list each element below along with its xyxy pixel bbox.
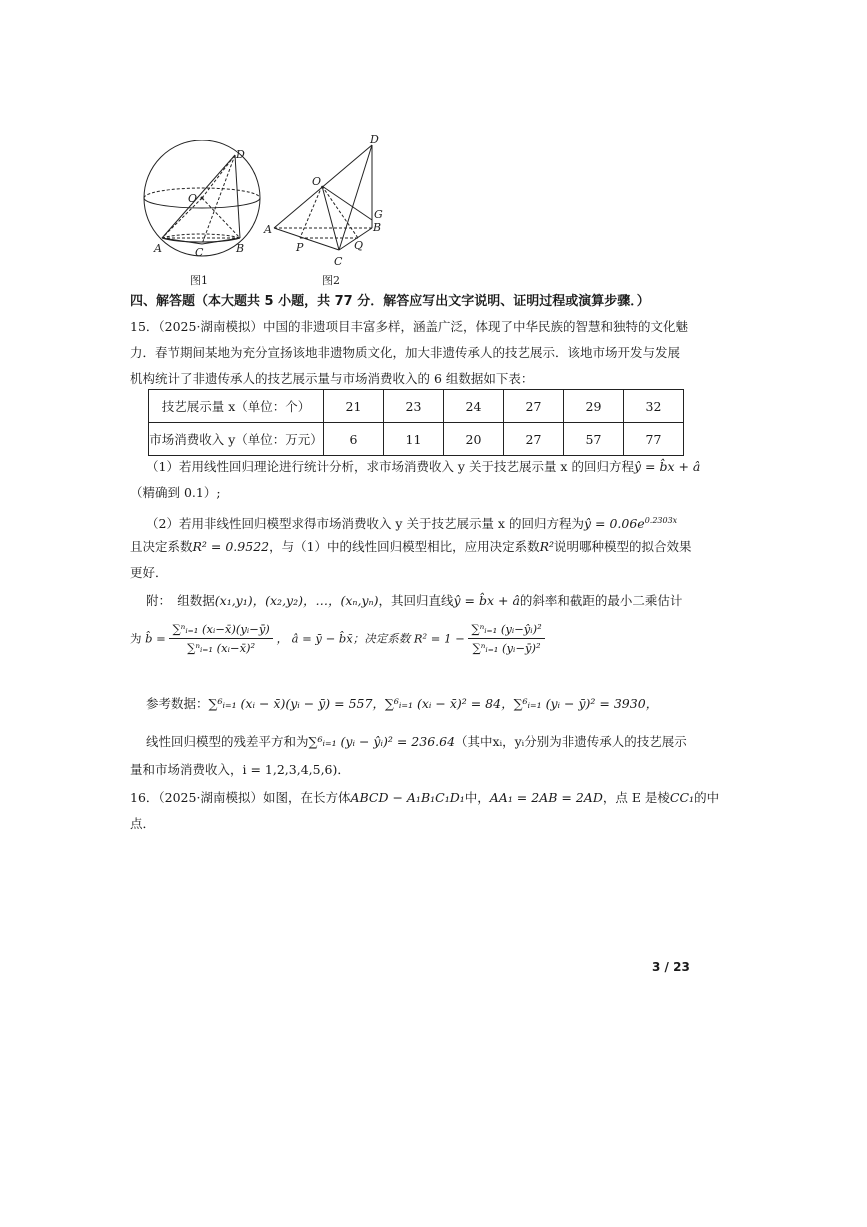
q15-part1-text: （1）若用线性回归理论进行统计分析，求市场消费收入 y 关于技艺展示量 x 的回归方程 <box>146 459 634 474</box>
q16-text-d: 的中 <box>694 790 720 805</box>
q15-intro-line3: 机构统计了非遗传承人的技艺展示量与市场消费收入的 6 组数据如下表： <box>130 371 534 386</box>
table-row <box>149 423 684 456</box>
formula-b-numerator: ∑ⁿᵢ₌₁ (xᵢ−x̄)(yᵢ−ȳ) <box>169 620 272 639</box>
formula-a: ， â = ȳ − b̂x̄；决定系数 <box>276 631 411 646</box>
formula-b-lhs: b̂ = <box>145 631 166 646</box>
table-cell: 77 <box>624 423 684 456</box>
q15-part2-line1 <box>146 512 677 533</box>
tetrahedron-diagram <box>262 130 392 270</box>
fig2-label-b: B <box>373 221 382 234</box>
table-cell: 11 <box>384 423 444 456</box>
q16-text-c: ，点 E 是棱 <box>602 790 670 805</box>
q15-intro-line1: 15．（2025·湖南模拟）中国的非遗项目丰富多样，涵盖广泛，体现了中华民族的智慧和独特的文化魅 <box>130 319 688 334</box>
fig1-label-a: A <box>154 242 162 255</box>
q16-text-b: 中， <box>464 790 490 805</box>
fig2-label-o: O <box>312 175 322 188</box>
q15-part2-r2b: R² <box>539 539 555 554</box>
figure-2 <box>262 130 392 270</box>
reference-data: ∑⁶ᵢ₌₁ (xᵢ − x̄)(yᵢ − ȳ) = 557，∑⁶ᵢ₌₁ (xᵢ − x̄)² = 84，∑⁶ᵢ₌₁ (yᵢ − ȳ)² = 3930， <box>208 696 659 711</box>
fig2-label-a: A <box>264 223 272 236</box>
q15-part2-r2: R² = 0.9522 <box>192 539 270 554</box>
appendix-equation: ŷ = b̂x + â <box>453 593 520 608</box>
q16-equation-2: AA₁ = 2AB = 2AD <box>489 790 603 805</box>
appendix-pairs: (x₁,y₁)，(x₂,y₂)，…，(xₙ,yₙ) <box>214 593 379 608</box>
q15-part2-exponent: 0.2303x <box>644 516 678 525</box>
fig1-label-c: C <box>195 246 204 259</box>
fig1-label-o: O <box>188 192 198 205</box>
q15-part2-text-c: 说明哪种模型的拟合效果 <box>554 539 692 554</box>
fig2-label-d: D <box>370 133 379 146</box>
fig2-label-c: C <box>334 255 343 268</box>
table-cell: 20 <box>444 423 504 456</box>
q15-formula-line <box>130 620 545 657</box>
q15-part2-equation: ŷ = 0.06e <box>583 516 645 532</box>
table-cell: 27 <box>504 423 564 456</box>
q15-part2-line2 <box>130 538 692 556</box>
q15-data-table <box>148 389 684 456</box>
figure-2-caption: 图2 <box>322 274 340 287</box>
q15-intro-line2: 力．春节期间某地为充分宣扬该地非遗物质文化，加大非遗传承人的技艺展示．该地市场开发与发展 <box>130 345 681 360</box>
sphere-diagram <box>140 140 265 290</box>
q15-part1-line1 <box>146 458 700 476</box>
appendix-text-c: 的斜率和截距的最小二乘估计 <box>519 593 683 608</box>
appendix-text-a: 附： 组数据 <box>146 593 215 608</box>
residual-text-a: 线性回归模型的残差平方和为 <box>146 734 309 749</box>
formula-b-denominator: ∑ⁿᵢ₌₁ (xᵢ−x̄)² <box>187 641 256 655</box>
formula-r2-denominator: ∑ⁿᵢ₌₁ (yᵢ−ȳ)² <box>472 641 541 655</box>
formula-r2-fraction <box>468 620 544 657</box>
q15-residual-line1 <box>146 733 687 751</box>
q16-equation-1: ABCD − A₁B₁C₁D₁ <box>350 790 465 805</box>
q15-part2-text-a: 且决定系数 <box>130 539 193 554</box>
fig2-label-q: Q <box>354 239 364 252</box>
figure-1-caption: 图1 <box>190 274 208 287</box>
q15-part2-text-b: ，与（1）中的线性回归模型相比，应用决定系数 <box>269 539 540 554</box>
formula-r2-numerator: ∑ⁿᵢ₌₁ (yᵢ−ŷᵢ)² <box>468 620 544 639</box>
table-cell: 6 <box>324 423 384 456</box>
q16-line2: 点． <box>130 816 156 831</box>
table-row-label: 技艺展示量 x（单位：个） <box>149 390 324 423</box>
table-cell: 32 <box>624 390 684 423</box>
residual-text-b: （其中xᵢ，yᵢ分别为非遗传承人的技艺展示 <box>455 734 687 749</box>
formula-prefix: 为 <box>130 631 142 646</box>
table-row-label: 市场消费收入 y（单位：万元） <box>149 423 324 456</box>
appendix-text-b: ，其回归直线 <box>378 593 454 608</box>
section-heading: 四、解答题（本大题共 5 小题，共 77 分．解答应写出文字说明、证明过程或演算步骤．） <box>130 294 650 309</box>
q15-reference-line <box>146 695 658 713</box>
formula-b-fraction <box>169 620 272 657</box>
q15-residual-line2: 量和市场消费收入，i = 1,2,3,4,5,6)． <box>130 762 350 777</box>
page-number: 3 / 23 <box>652 960 690 974</box>
table-cell: 27 <box>504 390 564 423</box>
figure-1 <box>140 140 265 290</box>
q15-part1-equation: ŷ = b̂x + â <box>633 459 701 474</box>
fig2-label-g: G <box>374 208 383 221</box>
q15-part2-line3: 更好． <box>130 565 168 580</box>
q16-line1 <box>130 789 719 807</box>
table-cell: 57 <box>564 423 624 456</box>
fig1-label-d: D <box>236 148 245 161</box>
q16-text-a: 16．（2025·湖南模拟）如图，在长方体 <box>130 790 351 805</box>
q15-part2-text: （2）若用非线性回归模型求得市场消费收入 y 关于技艺展示量 x 的回归方程为 <box>146 516 584 532</box>
residual-equation: ∑⁶ᵢ₌₁ (yᵢ − ŷᵢ)² = 236.64 <box>308 734 456 749</box>
table-row <box>149 390 684 423</box>
formula-r2-lhs: R² = 1 − <box>413 631 465 646</box>
reference-label: 参考数据： <box>146 696 209 711</box>
q16-equation-3: CC₁ <box>669 790 695 805</box>
table-cell: 21 <box>324 390 384 423</box>
q15-part1-line2: （精确到 0.1）; <box>130 485 221 500</box>
table-cell: 29 <box>564 390 624 423</box>
fig1-label-b: B <box>236 242 245 255</box>
fig2-label-p: P <box>296 241 304 254</box>
table-cell: 24 <box>444 390 504 423</box>
q15-appendix-line <box>146 592 682 610</box>
table-cell: 23 <box>384 390 444 423</box>
